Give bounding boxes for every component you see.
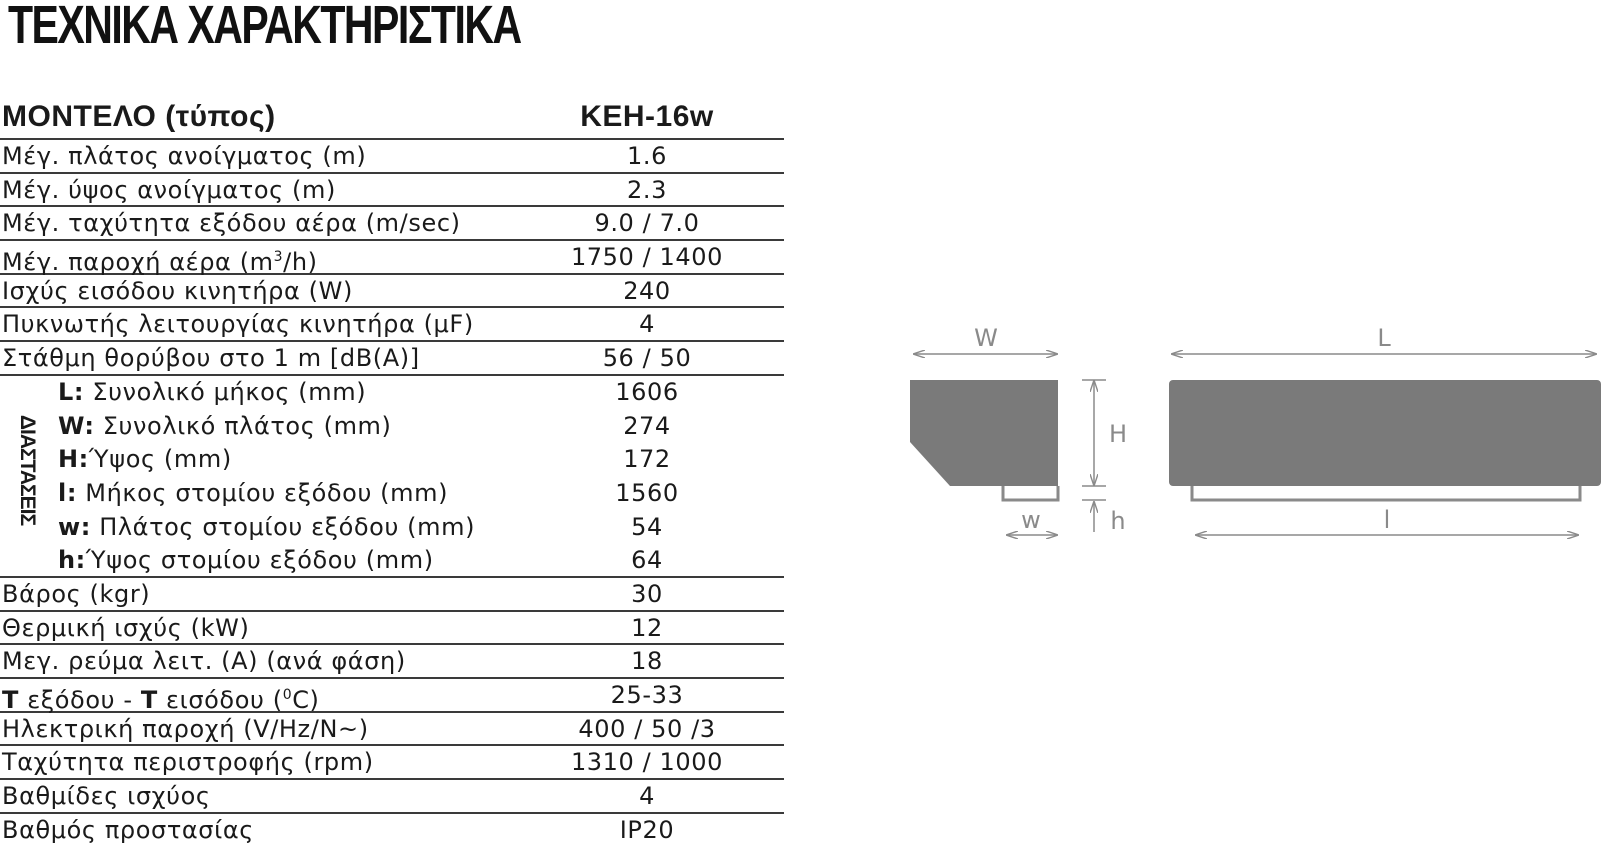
unit-front-body [1169, 380, 1601, 486]
dimensions-label-text: ΔΙΑΣΤΑΣΕΙΣ [16, 414, 39, 526]
label-text: T [2, 686, 19, 714]
label-text: Συνολικό μήκος (mm) [84, 377, 367, 406]
label-text: Ύψος στομίου εξόδου (mm) [85, 546, 434, 575]
spec-label: Βάρος (kgr) [2, 579, 151, 608]
spec-value: 9.0 / 7.0 [594, 209, 700, 238]
spec-value: 4 [639, 782, 655, 811]
front-view [1169, 324, 1601, 535]
spec-value: 25-33 [610, 681, 684, 709]
dimension-key: l: [58, 478, 78, 507]
outlet-height-h-label: h [1110, 507, 1126, 535]
spec-value: 400 / 50 /3 [578, 714, 716, 743]
label-text: εξόδου - [18, 686, 141, 714]
spec-value: 4 [639, 310, 655, 339]
label-text: Συνολικό πλάτος (mm) [94, 411, 392, 440]
model-value: KEH-16w [580, 100, 714, 133]
spec-value: 56 / 50 [602, 344, 692, 373]
spec-label: Μέγ. πλάτος ανοίγματος (m) [2, 142, 367, 170]
spec-label: Μέγ. ύψος ανοίγματος (m) [2, 175, 336, 204]
spec-label: Ισχύς εισόδου κινητήρα (W) [2, 276, 353, 305]
spec-value: 64 [631, 546, 663, 575]
spec-value: 2.3 [627, 175, 667, 204]
label-text: εισόδου ( [157, 686, 283, 714]
outlet-width-w-label: w [1021, 506, 1041, 534]
spec-value: 274 [623, 411, 671, 440]
label-text: /h) [283, 248, 318, 277]
spec-label: Ηλεκτρική παροχή (V/Hz/N~) [2, 714, 369, 743]
unit-side-body [910, 380, 1058, 486]
spec-value: 1750 / 1400 [570, 243, 724, 272]
spec-value: 1560 [615, 478, 679, 507]
label-text: Μήκος στομίου εξόδου (mm) [77, 478, 449, 507]
spec-label: Στάθμη θορύβου στο 1 m [dB(A)] [2, 344, 420, 373]
spec-value: 172 [623, 445, 671, 474]
superscript: 3 [273, 249, 284, 266]
label-text: Ύψος (mm) [88, 445, 232, 474]
page-title: ΤΕΧΝΙΚΑ ΧΑΡΑΚΤΗΡΙΣΤΙΚΑ [8, 0, 521, 55]
spec-label: Μεγ. ρεύμα λειτ. (A) (ανά φάση) [2, 647, 406, 676]
spec-value: 1606 [615, 377, 679, 406]
spec-label: Βαθμίδες ισχύος [2, 782, 211, 811]
spec-value: 1.6 [627, 142, 667, 170]
label-text: C) [292, 686, 320, 714]
outlet-length-l-label: l [1383, 506, 1391, 534]
width-W-label: W [974, 324, 998, 352]
dimension-key: L: [58, 377, 85, 406]
label-text: T [140, 686, 158, 714]
model-label: ΜΟΝΤΕΛΟ (τύπος) [2, 100, 276, 133]
outlet-side-profile [1003, 486, 1058, 500]
label-text: Μέγ. παροχή αέρα (m [2, 248, 274, 277]
spec-label: Ταχύτητα περιστροφής (rpm) [2, 748, 374, 777]
spec-label: Θερμική ισχύς (kW) [2, 613, 250, 642]
dimension-key: H: [58, 445, 89, 474]
spec-value: 1310 / 1000 [570, 748, 724, 777]
spec-value: 18 [631, 647, 663, 676]
spec-value: 30 [631, 579, 663, 608]
length-L-label: L [1377, 324, 1391, 352]
side-view [910, 324, 1127, 535]
spec-label: Πυκνωτής λειτουργίας κινητήρα (μF) [2, 310, 474, 339]
spec-label: Μέγ. ταχύτητα εξόδου αέρα (m/sec) [2, 209, 461, 238]
label-text: Πλάτος στομίου εξόδου (mm) [90, 512, 476, 541]
spec-value: 12 [631, 613, 663, 642]
dimension-key: w: [58, 512, 91, 541]
spec-value: 54 [631, 512, 663, 541]
spec-label: Βαθμός προστασίας [2, 815, 254, 844]
height-H-label: H [1108, 420, 1128, 448]
spec-value: 240 [623, 276, 671, 305]
outlet-front-profile [1192, 486, 1580, 500]
spec-value: IP20 [619, 815, 675, 844]
dimension-key: W: [58, 411, 95, 440]
dimension-key: h: [58, 546, 86, 575]
superscript: 0 [282, 687, 293, 703]
